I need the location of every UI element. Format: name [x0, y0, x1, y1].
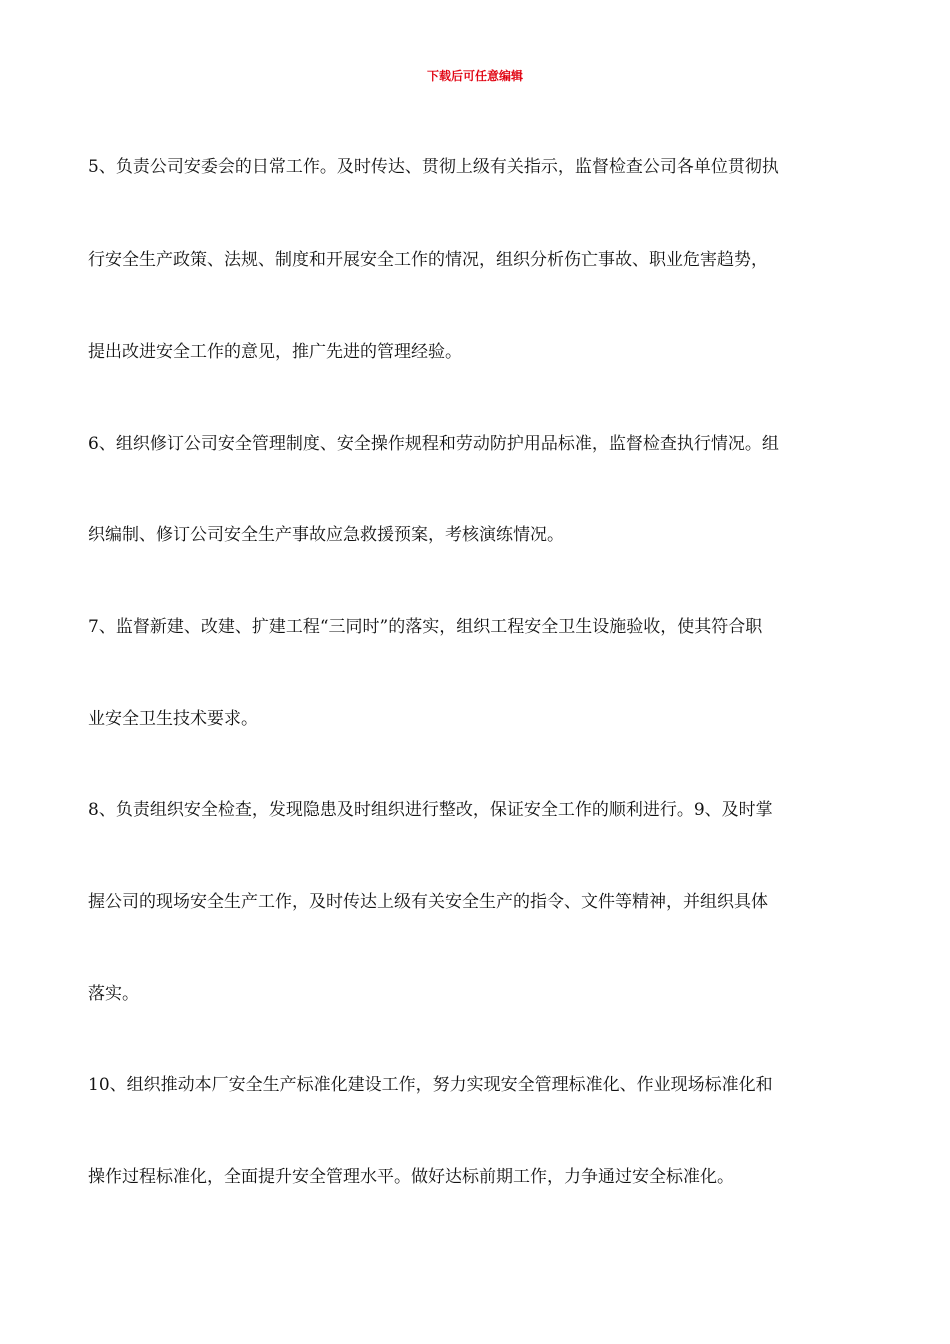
text-line-1: 5、负责公司安委会的日常工作。及时传达、贯彻上级有关指示，监督检查公司各单位贯彻执	[88, 157, 779, 177]
text-line-11: 10、组织推动本厂安全生产标准化建设工作，努力实现安全管理标准化、作业现场标准化和	[88, 1075, 773, 1095]
editable-download-note: 下载后可任意编辑	[426, 69, 523, 83]
text-line-9: 握公司的现场安全生产工作，及时传达上级有关安全生产的指令、文件等精神，并组织具体	[88, 892, 768, 912]
text-line-3: 提出改进安全工作的意见，推广先进的管理经验。	[88, 342, 462, 362]
text-line-10: 落实。	[88, 984, 139, 1004]
text-line-8: 8、负责组织安全检查，发现隐患及时组织进行整改，保证安全工作的顺利进行。9、及时掌	[88, 800, 773, 820]
text-line-6: 7、监督新建、改建、扩建工程“三同时”的落实，组织工程安全卫生设施验收，使其符合职	[88, 617, 763, 637]
text-line-4: 6、组织修订公司安全管理制度、安全操作规程和劳动防护用品标准，监督检查执行情况。组	[88, 434, 779, 454]
text-line-7: 业安全卫生技术要求。	[88, 709, 258, 729]
text-line-2: 行安全生产政策、法规、制度和开展安全工作的情况，组织分析伤亡事故、职业危害趋势，	[88, 250, 768, 270]
text-line-12: 操作过程标准化，全面提升安全管理水平。做好达标前期工作，力争通过安全标准化。	[88, 1167, 734, 1187]
text-line-5: 织编制、修订公司安全生产事故应急救援预案，考核演练情况。	[88, 525, 564, 545]
